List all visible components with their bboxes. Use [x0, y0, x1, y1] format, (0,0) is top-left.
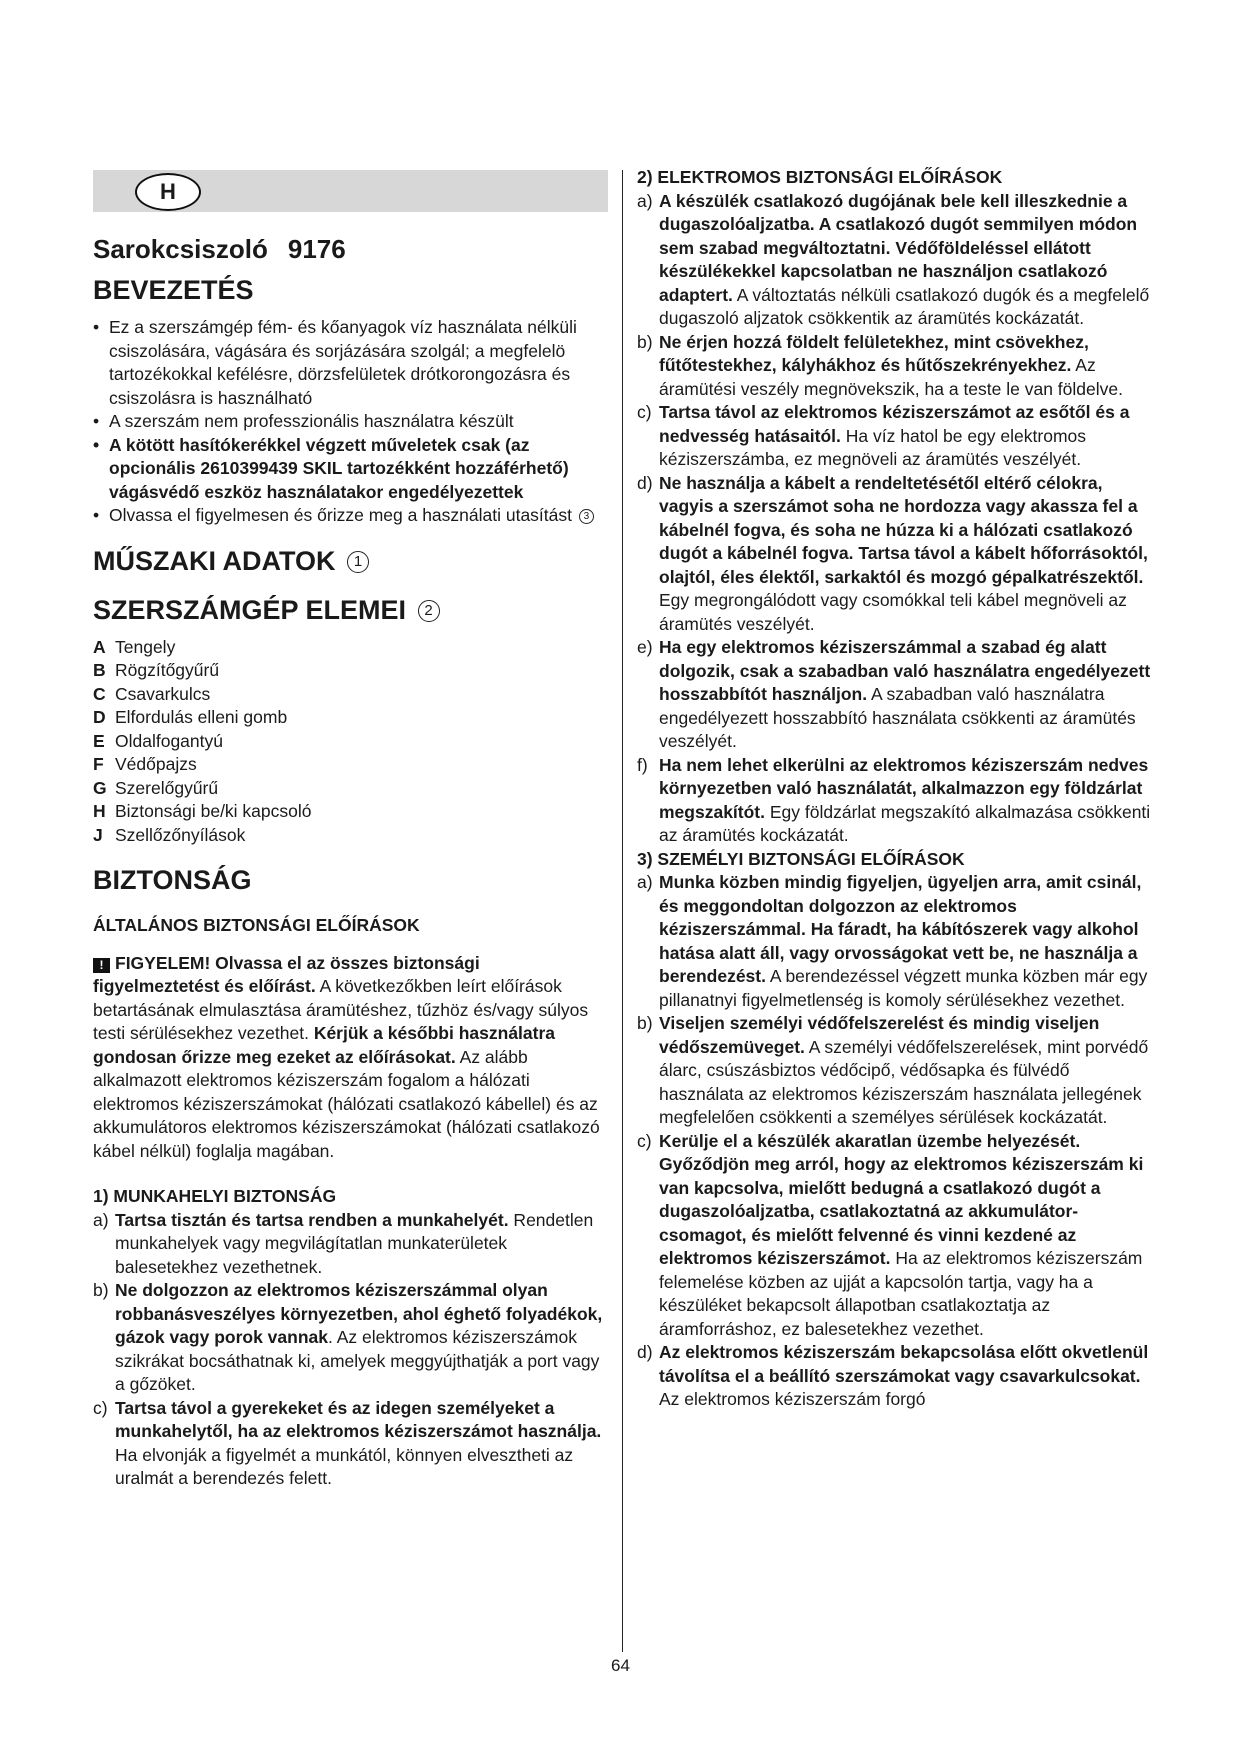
- part-a: A Tengely: [93, 636, 176, 657]
- part-e: E Oldalfogantyú: [93, 730, 223, 751]
- safety-heading: BIZTONSÁG: [93, 865, 252, 895]
- list-item: • Olvassa el figyelmesen és őrizze meg a használati utasítást 3: [93, 504, 608, 528]
- list-item: a) A készülék csatlakozó dugójának bele kell illeszkednie a dugaszolóaljzatba. A csatlakozó dugót semmilyen módon sem szabad megváltoztatni. Védőföldeléssel ellátott készülékekkel kapcsolatban ne használjon csatlakozó adaptert. A változtatás nélküli csatlakozó dugók és a megfelelő dugaszoló aljzatok csökkentik az áramütés kockázatát.: [637, 190, 1150, 328]
- list-item: f) Ha nem lehet elkerülni az elektromos kéziszerszám nedves környezetben való használatát, alkalmazzon egy földzárlat megszakítót. Egy földzárlat megszakító alkalmazása csökkenti az áramütés kockázatát.: [637, 754, 1151, 845]
- part-j: J Szellőzőnyílások: [93, 824, 246, 845]
- column-divider: [622, 170, 623, 1652]
- list-item: b) Viseljen személyi védőfelszerelést és mindig viseljen védőszemüveget. A személyi védőfelszerelések, mint porvédő álarc, csúszásbiztos védőcipő, védősapka és fülvédő használata az elektromos kéziszerszám használata jellegének megfelelően csökkenti a személyes sérülések kockázatát.: [637, 1013, 1149, 1127]
- list-item: b) Ne érjen hozzá földelt felületekhez, mint csövekhez, fűtőtestekhez, kályhákhoz és hűtőszekrényekhez. Az áramütési veszély megnövekszik, ha a teste le van földelve.: [637, 331, 1123, 399]
- list-item: • Ez a szerszámgép fém- és kőanyagok víz használata nélküli csiszolására, vágására és sorjázására szolgál; a megfelelö tartozékokkal kefélésre, dörzsfelületek drótkorongozásra és csiszolásra is használható: [93, 317, 577, 408]
- part-f: F Védőpajzs: [93, 754, 197, 774]
- part-d: D Elfordulás elleni gomb: [93, 707, 288, 727]
- list-item: c) Kerülje el a készülék akaratlan üzembe helyezését. Győződjön meg arról, hogy az elektromos kéziszerszám ki van kapcsolva, mielőtt bedugná a csatlakozó dugót a dugaszolóaljzatba, csatlakoztatná az akkumulátor-csomagot, és mielőtt felvenné és vinni kezdené az elektromos kéziszerszámot. Ha az elektromos kéziszerszám felemelése közben az ujját a kapcsolón tartja, vagy ha a készüléket bekapcsolt állapotban csatlakoztatja az áramforráshoz, ez balesetekhez vezethet.: [637, 1130, 1144, 1339]
- part-g: G Szerelőgyűrű: [93, 777, 219, 798]
- list-item: • A szerszám nem professzionális használatra készült: [93, 411, 514, 431]
- list-item: c) Tartsa távol a gyerekeket és az idegen személyeket a munkahelytől, ha az elektromos kéziszerszámot használja. Ha elvonják a figyelmét a munkától, könnyen elvesztheti az uralmát a berendezés felett.: [93, 1397, 602, 1488]
- right-column: [637, 166, 1157, 1412]
- electrical-safety-heading: 2) ELEKTROMOS BIZTONSÁGI ELŐÍRÁSOK: [637, 167, 1003, 187]
- intro-heading: BEVEZETÉS: [93, 275, 254, 305]
- parts-heading: SZERSZÁMGÉP ELEMEI 2: [93, 595, 608, 626]
- figure-ref-2: 2: [418, 600, 440, 622]
- list-item: d) Az elektromos kéziszerszám bekapcsolása előtt okvetlenül távolítsa el a beállító szerszámokat vagy csavarkulcsokat. Az elektromos kéziszerszám forgó: [637, 1342, 1149, 1409]
- language-badge: H: [135, 173, 201, 211]
- list-item: b) Ne dolgozzon az elektromos kéziszerszámmal olyan robbanásveszélyes környezetben, ahol éghető folyadékok, gázok vagy porok vannak. Az elektromos kéziszerszámok szikrákat bocsáthatnak ki, amelyek meggyújthatják a port vagy a gőzöket.: [93, 1280, 603, 1394]
- tech-data-heading: MŰSZAKI ADATOK 1: [93, 546, 608, 577]
- list-item: • A kötött hasítókerékkel végzett műveletek csak (az opcionális 2610399439 SKIL tartozékként hozzáférhető) vágásvédő eszköz használatakor engedélyezettek: [93, 434, 569, 502]
- part-h: H Biztonsági be/ki kapcsoló: [93, 801, 312, 821]
- part-c: C Csavarkulcs: [93, 683, 211, 704]
- general-safety-heading: ÁLTALÁNOS BIZTONSÁGI ELŐÍRÁSOK: [93, 915, 420, 935]
- part-b: B Rögzítőgyűrű: [93, 660, 220, 680]
- list-item: a) Munka közben mindig figyeljen, ügyeljen arra, amit csinál, és meggondoltan dolgozzon az elektromos kéziszerszámmal. Ha fáradt, ha kábítószerek vagy alkohol hatása alatt áll, vagy orvosságokat vett be, ne használja a berendezést. A berendezéssel végzett munka közben már egy pillanatnyi figyelmetlenség is komoly sérülésekhez vezethet.: [637, 872, 1148, 1010]
- list-item: d) Ne használja a kábelt a rendeltetésétől eltérő célokra, vagyis a szerszámot soha ne hordozza vagy akassza fel a kábelnél fogva, és soha ne húzza ki a hálózati csatlakozó dugót a kábelnél fogva. Tartsa távol a kábelt hőforrásoktól, olajtól, éles élektől, sarkaktól és mozgó gépalkatrészektől. Egy megrongálódott vagy csomókkal teli kábel megnöveli az áramütés veszélyét.: [637, 472, 1148, 634]
- page-number: 64: [611, 1656, 630, 1675]
- product-title: [93, 234, 608, 265]
- list-item: c) Tartsa távol az elektromos kéziszerszámot az esőtől és a nedvesség hatásaitól. Ha víz hatol be egy elektromos kéziszerszámba, ez megnöveli az áramütés veszélyét.: [637, 402, 1130, 469]
- left-column: [93, 170, 608, 1491]
- list-item: a) Tartsa tisztán és tartsa rendben a munkahelyét. Rendetlen munkahelyek vagy megvilágítatlan munkaterületek balesetekhez vezethetnek.: [93, 1209, 594, 1277]
- list-item: e) Ha egy elektromos kéziszerszámmal a szabad ég alatt dolgozik, csak a szabadban való használatra engedélyezett hosszabbítót használjon. A szabadban való használatra engedélyezett hosszabbító használata csökkenti az áramütés veszélyét.: [637, 637, 1151, 751]
- figure-ref-3: 3: [579, 509, 594, 524]
- product-model: 9176: [287, 234, 346, 264]
- warning-paragraph: ! FIGYELEM! Olvassa el az összes biztonsági figyelmeztetést és előírást. A következőkben leírt előírások betartásának elmulasztása áramütéshez, tűzhöz és/vagy súlyos testi sérülésekhez vezethet. Kérjük a későbbi használatra gondosan őrizze meg ezeket az előírásokat. Az alább alkalmazott elektromos kéziszerszám fogalom a hálózati elektromos kéziszerszámokat (hálózati csatlakozó kábellel) és az akkumulátoros elektromos kéziszerszámokat (hálózati csatlakozó kábel nélkül) foglalja magában.: [93, 952, 600, 1161]
- parts-list: [93, 636, 608, 848]
- product-name: Sarokcsiszoló: [93, 234, 268, 264]
- language-band: [93, 170, 608, 212]
- warning-icon: !: [93, 958, 110, 973]
- workplace-safety-heading: 1) MUNKAHELYI BIZTONSÁG: [93, 1186, 337, 1206]
- figure-ref-1: 1: [347, 551, 369, 573]
- intro-bullets: [93, 316, 608, 528]
- personal-safety-heading: 3) SZEMÉLYI BIZTONSÁGI ELŐÍRÁSOK: [637, 848, 965, 869]
